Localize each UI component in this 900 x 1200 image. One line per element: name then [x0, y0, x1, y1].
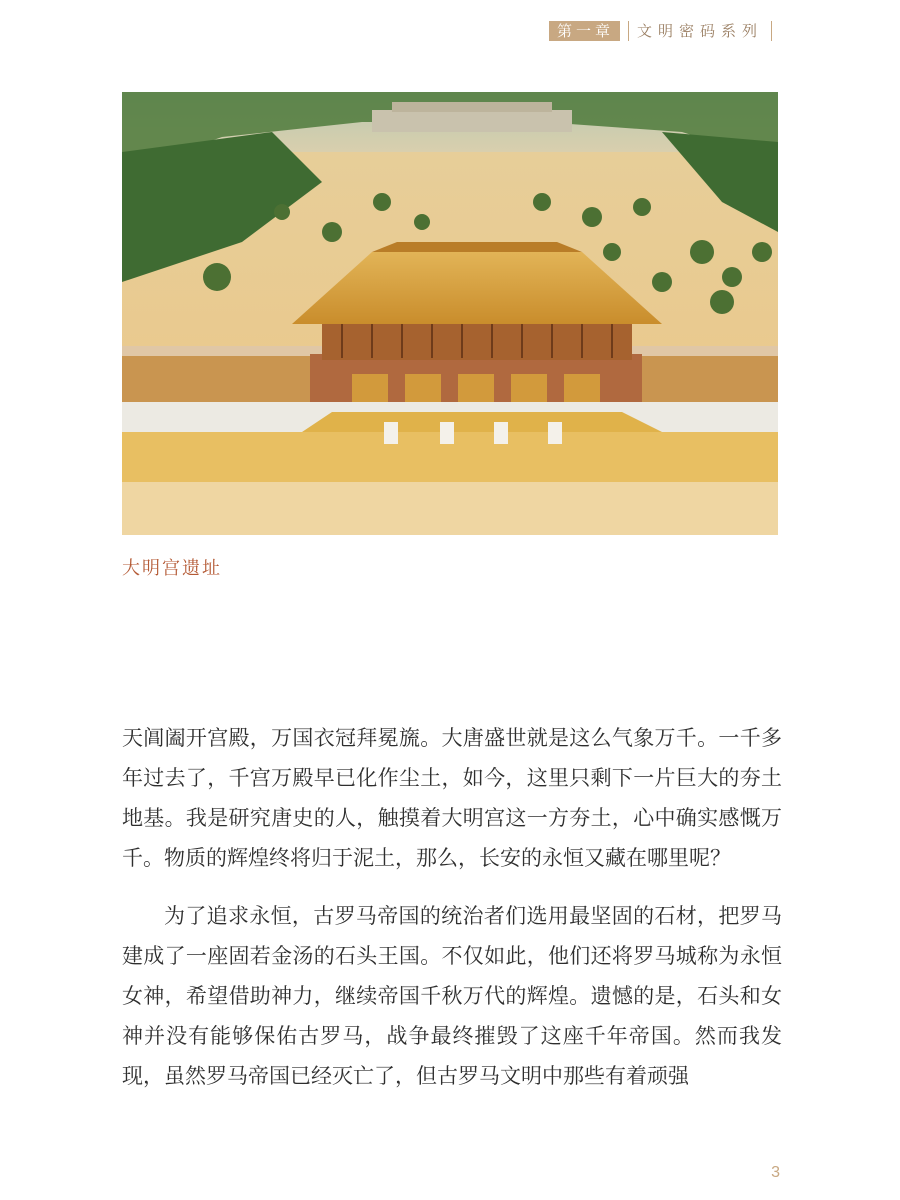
- paragraph-1: 天阊阖开宫殿，万国衣冠拜冕旒。大唐盛世就是这么气象万千。一千多年过去了，千宫万殿早已化作尘土，如今，这里只剩下一片巨大的夯土地基。我是研究唐史的人，触摸着大明宫这一方夯土，心中确实感慨万千。物质的辉煌终将归于泥土，那么，长安的永恒又藏在哪里呢？: [122, 726, 782, 870]
- chapter-label: 第一章: [549, 21, 620, 41]
- photo-caption: 大明宫遗址: [122, 558, 222, 579]
- body-text: [122, 718, 782, 1096]
- header-divider: [628, 21, 629, 41]
- header-divider-right: [771, 21, 772, 41]
- palace-ruins-photo: [122, 92, 778, 535]
- page-number: 3: [771, 1164, 780, 1181]
- series-title: 文明密码系列: [636, 22, 763, 40]
- running-header: [549, 20, 780, 42]
- paragraph-2: 为了追求永恒，古罗马帝国的统治者们选用最坚固的石材，把罗马建成了一座固若金汤的石头王国。不仅如此，他们还将罗马城称为永恒女神，希望借助神力，继续帝国千秋万代的辉煌。遗憾的是，石头和女神并没有能够保佑古罗马，战争最终摧毁了这座千年帝国。然而我发现，虽然罗马帝国已经灭亡了，但古罗马文明中那些有着顽强: [122, 904, 782, 1088]
